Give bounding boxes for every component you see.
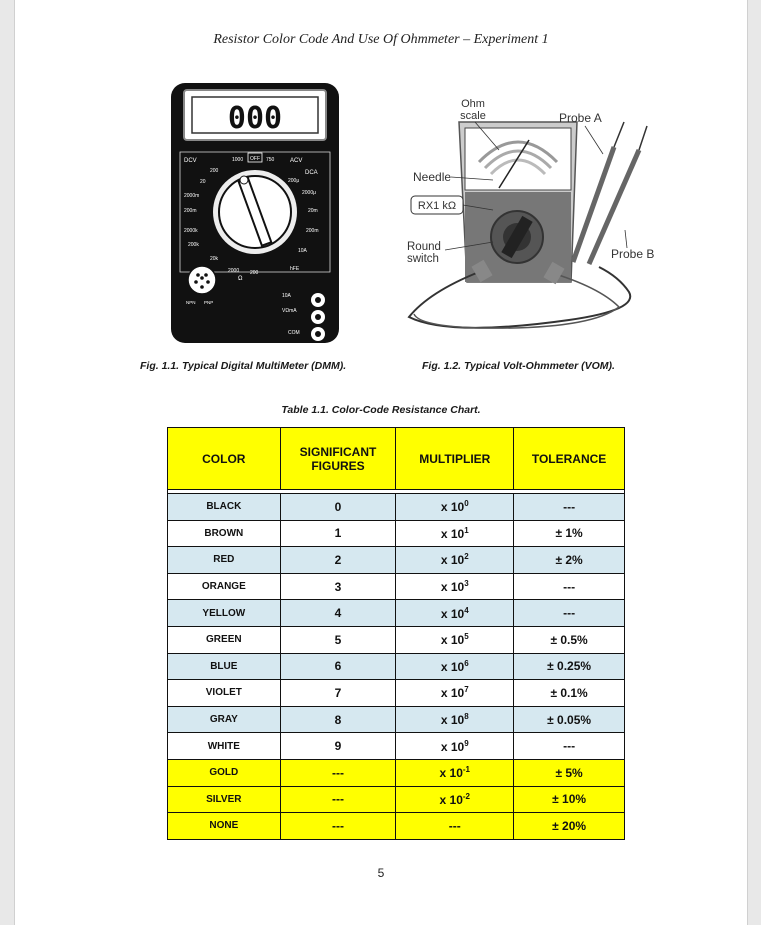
- multiplier-exponent: 8: [464, 712, 469, 722]
- svg-text:200: 200: [250, 270, 259, 276]
- svg-text:Needle: Needle: [413, 170, 452, 184]
- svg-text:scale: scale: [460, 110, 486, 122]
- svg-text:NPN: NPN: [186, 300, 196, 305]
- svg-text:2000k: 2000k: [184, 228, 198, 234]
- cell-tolerance: ± 2%: [514, 547, 625, 574]
- cell-tolerance: ± 0.5%: [514, 626, 625, 653]
- multiplier-exponent: 0: [464, 499, 469, 509]
- cell-tolerance: ---: [514, 494, 625, 521]
- cell-color: NONE: [168, 813, 281, 840]
- cell-color: BLACK: [168, 494, 281, 521]
- cell-multiplier: [396, 520, 514, 547]
- cell-tolerance: ± 10%: [514, 786, 625, 813]
- table-row: [168, 520, 625, 547]
- multiplier-base: ---: [448, 819, 461, 834]
- cell-tolerance: ± 20%: [514, 813, 625, 840]
- color-code-table: [167, 427, 625, 840]
- svg-text:200m: 200m: [306, 228, 319, 234]
- multiplier-base: x 10: [440, 659, 465, 674]
- cell-tolerance: ± 0.05%: [514, 706, 625, 733]
- cell-tolerance: ---: [514, 600, 625, 627]
- multiplier-base: x 10: [440, 580, 465, 595]
- probe-a: [573, 147, 614, 262]
- page-number: 5: [377, 866, 385, 880]
- cell-tolerance: ± 5%: [514, 759, 625, 786]
- table-row: [168, 813, 625, 840]
- multiplier-base: x 10: [440, 526, 465, 541]
- cell-color: ORANGE: [168, 573, 281, 600]
- header-sig-line2: FIGURES: [311, 458, 365, 473]
- cell-significant: ---: [280, 813, 396, 840]
- svg-text:1000: 1000: [232, 157, 244, 163]
- svg-text:DCA: DCA: [305, 170, 318, 176]
- svg-text:200k: 200k: [188, 242, 199, 248]
- cell-significant: 9: [280, 733, 396, 760]
- svg-text:hFE: hFE: [290, 266, 300, 272]
- cell-significant: 4: [280, 600, 396, 627]
- cell-multiplier: [396, 600, 514, 627]
- vom-illustration: [389, 92, 661, 342]
- svg-text:200m: 200m: [184, 208, 197, 214]
- svg-text:10A: 10A: [282, 293, 291, 299]
- svg-text:Probe B: Probe B: [611, 247, 655, 261]
- fig1-caption: Fig. 1.1. Typical Digital MultiMeter (DMM).: [140, 360, 347, 372]
- multiplier-exponent: -2: [462, 791, 471, 801]
- page-header: Resistor Color Code And Use Of Ohmmeter – Experiment 1: [213, 32, 549, 47]
- cell-multiplier: [396, 706, 514, 733]
- cell-tolerance: ---: [514, 573, 625, 600]
- multiplier-base: x 10: [439, 792, 463, 807]
- cell-tolerance: ± 0.25%: [514, 653, 625, 680]
- multiplier-base: x 10: [440, 500, 465, 515]
- table-row: [168, 680, 625, 707]
- cell-color: BLUE: [168, 653, 281, 680]
- cell-tolerance: ---: [514, 733, 625, 760]
- svg-text:2000μ: 2000μ: [302, 190, 317, 196]
- multiplier-exponent: 4: [464, 605, 469, 615]
- cell-multiplier: [396, 759, 514, 786]
- table-row: [168, 786, 625, 813]
- cell-color: SILVER: [168, 786, 281, 813]
- table-row: [168, 626, 625, 653]
- cell-significant: ---: [280, 786, 396, 813]
- cell-color: YELLOW: [168, 600, 281, 627]
- cell-tolerance: ± 0.1%: [514, 680, 625, 707]
- multiplier-base: x 10: [439, 766, 463, 781]
- cell-significant: 1: [280, 520, 396, 547]
- header-tolerance: TOLERANCE: [514, 428, 625, 490]
- cell-multiplier: [396, 573, 514, 600]
- svg-text:OFF: OFF: [250, 156, 260, 162]
- cell-significant: 5: [280, 626, 396, 653]
- cell-color: VIOLET: [168, 680, 281, 707]
- multiplier-base: x 10: [440, 553, 465, 568]
- hfe-socket: [188, 266, 216, 294]
- multiplier-base: x 10: [440, 739, 465, 754]
- header-sig-line1: SIGNIFICANT: [299, 444, 377, 459]
- table-row: [168, 706, 625, 733]
- lcd-digits: 000: [227, 101, 283, 136]
- header-significant-figures: [280, 428, 396, 490]
- cell-color: GRAY: [168, 706, 281, 733]
- cell-significant: 3: [280, 573, 396, 600]
- svg-text:Ω: Ω: [238, 276, 243, 282]
- cell-significant: 6: [280, 653, 396, 680]
- svg-text:200: 200: [210, 168, 219, 174]
- cell-color: RED: [168, 547, 281, 574]
- cell-significant: 8: [280, 706, 396, 733]
- svg-text:switch: switch: [407, 253, 439, 265]
- multiplier-base: x 10: [440, 633, 465, 648]
- multiplier-base: x 10: [440, 713, 465, 728]
- fig2-caption: Fig. 1.2. Typical Volt-Ohmmeter (VOM).: [422, 360, 615, 372]
- svg-text:20k: 20k: [210, 256, 219, 262]
- svg-text:2000m: 2000m: [184, 193, 200, 199]
- cell-significant: ---: [280, 759, 396, 786]
- svg-text:Probe A: Probe A: [559, 111, 602, 125]
- cell-color: BROWN: [168, 520, 281, 547]
- svg-text:RX1 kΩ: RX1 kΩ: [417, 200, 457, 212]
- cell-multiplier: [396, 547, 514, 574]
- svg-text:ACV: ACV: [290, 158, 303, 164]
- document-page: [14, 0, 748, 925]
- table-row: [168, 547, 625, 574]
- multiplier-exponent: 1: [464, 525, 469, 535]
- dmm-illustration: [170, 82, 340, 344]
- cell-significant: 0: [280, 494, 396, 521]
- svg-text:750: 750: [266, 157, 275, 163]
- svg-text:200μ: 200μ: [288, 178, 300, 184]
- svg-text:Ohm: Ohm: [461, 98, 485, 110]
- cell-tolerance: ± 1%: [514, 520, 625, 547]
- svg-text:10A: 10A: [298, 248, 307, 254]
- table-title: Table 1.1. Color-Code Resistance Chart.: [281, 404, 481, 416]
- cell-significant: 2: [280, 547, 396, 574]
- cell-multiplier: [396, 653, 514, 680]
- svg-text:2000: 2000: [228, 268, 240, 274]
- table-row: [168, 653, 625, 680]
- svg-text:DCV: DCV: [184, 158, 197, 164]
- multiplier-exponent: 3: [464, 579, 469, 589]
- cell-multiplier: [396, 494, 514, 521]
- multiplier-base: x 10: [440, 606, 465, 621]
- table-row: [168, 573, 625, 600]
- svg-text:Round: Round: [407, 241, 441, 253]
- table-row: [168, 600, 625, 627]
- cell-multiplier: [396, 680, 514, 707]
- cell-color: GREEN: [168, 626, 281, 653]
- svg-text:VΩmA: VΩmA: [282, 308, 297, 314]
- svg-text:COM: COM: [288, 330, 300, 336]
- table-header-row: [168, 428, 625, 490]
- cell-color: GOLD: [168, 759, 281, 786]
- multiplier-exponent: 5: [464, 632, 469, 642]
- cell-significant: 7: [280, 680, 396, 707]
- multiplier-exponent: -1: [462, 765, 471, 775]
- table-row: [168, 733, 625, 760]
- multiplier-exponent: 9: [464, 738, 469, 748]
- multiplier-exponent: 7: [464, 685, 469, 695]
- svg-text:20m: 20m: [308, 208, 318, 214]
- cell-multiplier: [396, 813, 514, 840]
- table-row: [168, 759, 625, 786]
- header-color: COLOR: [168, 428, 281, 490]
- table-row: [168, 494, 625, 521]
- svg-text:PNP: PNP: [204, 300, 214, 305]
- multiplier-base: x 10: [440, 686, 465, 701]
- cell-multiplier: [396, 786, 514, 813]
- cell-color: WHITE: [168, 733, 281, 760]
- svg-text:20: 20: [200, 179, 206, 185]
- multiplier-exponent: 2: [464, 552, 469, 562]
- cell-multiplier: [396, 733, 514, 760]
- cell-multiplier: [396, 626, 514, 653]
- header-multiplier: MULTIPLIER: [396, 428, 514, 490]
- multiplier-exponent: 6: [464, 658, 469, 668]
